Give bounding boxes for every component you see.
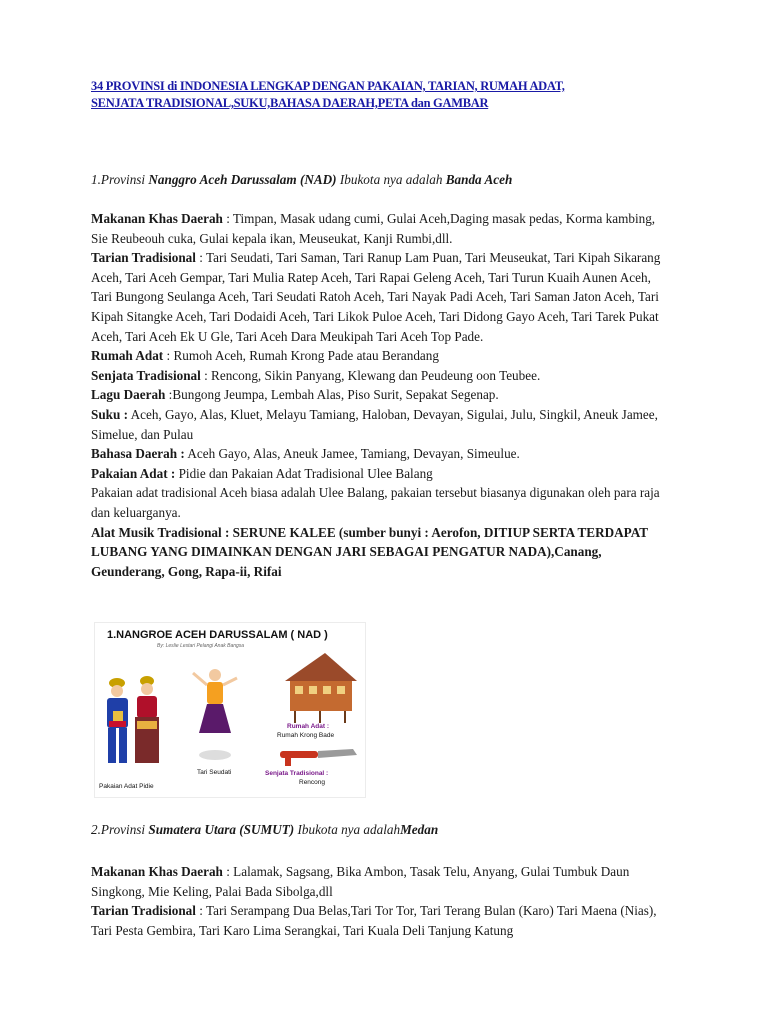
suku-paragraph (91, 405, 661, 444)
makanan-label: Makanan Khas Daerah (91, 211, 223, 226)
makanan-paragraph (91, 862, 661, 901)
lagu-paragraph (91, 385, 661, 405)
man-figure-icon (107, 678, 128, 763)
house-icon (285, 653, 357, 723)
province-name: Nanggro Aceh Darussalam (NAD) (148, 172, 337, 187)
document-title-link[interactable] (91, 78, 651, 112)
senjata-label: Senjata Tradisional (91, 367, 201, 383)
caption-senjata: Rencong (299, 779, 326, 786)
pakaian-paragraph (91, 464, 661, 484)
rumah-text: : Rumoh Aceh, Rumah Krong Pade atau Berandang (163, 348, 439, 364)
pakaian-text: Pidie dan Pakaian Adat Tradisional Ulee Balang (175, 465, 433, 481)
lagu-label: Lagu Daerah (91, 387, 166, 403)
nad-illustration (94, 622, 366, 798)
caption-rumah-label: Rumah Adat : (287, 723, 330, 730)
tarian-label: Tarian Tradisional (91, 903, 196, 919)
pakaian-label: Pakaian Adat : (91, 465, 176, 481)
rencong-icon (280, 749, 357, 766)
senjata-paragraph (91, 366, 661, 386)
province-1-heading (91, 170, 661, 190)
bahasa-label: Bahasa Daerah : (91, 446, 185, 462)
makanan-text: : Lalamak, Sagsang, Bika Ambon, Tasak Telu, Anyang, Gulai Tumbuk Daun Singkong, Mie Keling, Palai Bada Sibolga,dll (91, 864, 630, 899)
heading-prefix: 1.Provinsi (91, 172, 149, 187)
title-line-1: 34 PROVINSI di INDONESIA LENGKAP DENGAN PAKAIAN, TARIAN, RUMAH ADAT, (91, 79, 565, 93)
alat-musik-paragraph: Alat Musik Tradisional : SERUNE KALEE (sumber bunyi : Aerofon, DITIUP SERTA TERDAPAT LUBANG YANG DIMAINKAN DENGAN JARI SEBAGAI PENGATUR NADA),Canang, Geunderang, Gong, Rapa-ii, Rifai (91, 524, 648, 579)
capital-name: Banda Aceh (445, 172, 513, 187)
province-2-body (91, 862, 661, 940)
caption-rumah: Rumah Krong Bade (277, 732, 335, 739)
figure-subtitle: By: Leslie Lestari Pelangi Anak Bangsa (157, 643, 245, 649)
caption-pakaian: Pakaian Adat Pidie (99, 783, 154, 790)
heading-mid: Ibukota nya adalah (336, 172, 446, 187)
tarian-paragraph (91, 248, 661, 346)
bahasa-paragraph (91, 444, 661, 464)
heading-mid: Ibukota nya adalah (294, 822, 401, 837)
rumah-label: Rumah Adat (91, 348, 164, 364)
rumah-paragraph (91, 346, 661, 366)
bahasa-text: Aceh Gayo, Alas, Aneuk Jamee, Tamiang, Devayan, Simeulue. (184, 446, 520, 462)
heading-prefix: 2.Provinsi (91, 822, 149, 837)
province-1-body (91, 209, 661, 581)
suku-text: Aceh, Gayo, Alas, Kluet, Melayu Tamiang, Haloban, Devayan, Sigulai, Julu, Singkil, Aneuk Jamee, Simelue, dan Pulau (91, 406, 658, 442)
figure-title: 1.NANGROE ACEH DARUSSALAM ( NAD ) (107, 629, 328, 641)
province-name: Sumatera Utara (SUMUT) (148, 822, 295, 837)
title-line-2: SENJATA TRADISIONAL,SUKU,BAHASA DAERAH,PETA dan GAMBAR (91, 96, 489, 110)
makanan-label: Makanan Khas Daerah (91, 864, 223, 879)
tarian-text: : Tari Serampang Dua Belas,Tari Tor Tor, Tari Terang Bulan (Karo) Tari Maena (Nias), Tari Pesta Gembira, Tari Karo Lima Serangkai, Tari Kuala Deli Tanjung Katung (91, 903, 657, 938)
lagu-text: :Bungong Jeumpa, Lembah Alas, Piso Surit, Sepakat Segenap. (165, 387, 499, 403)
province-2-heading (91, 820, 661, 840)
dancer-figure-icon (193, 669, 237, 760)
makanan-paragraph (91, 209, 661, 248)
senjata-text: : Rencong, Sikin Panyang, Klewang dan Peudeung oon Teubee. (200, 367, 541, 383)
suku-label: Suku : (91, 406, 129, 422)
pakaian-description: Pakaian adat tradisional Aceh biasa adalah Ulee Balang, pakaian tersebut biasanya digunakan oleh para raja dan keluarganya. (91, 485, 660, 520)
caption-senjata-label: Senjata Tradisional : (265, 770, 329, 777)
tarian-label: Tarian Tradisional (91, 250, 196, 266)
tarian-text: : Tari Seudati, Tari Saman, Tari Ranup Lam Puan, Tari Meuseukat, Tari Kipah Sikarang Aceh, Tari Aceh Gempar, Tari Mulia Ratep Aceh, Tari Rapai Geleng Aceh, Tari Turun Kuaih Aunen Aceh, Tari Bungong Seulanga Aceh, Tari Seudati Ratoh Aceh, Tari Nayak Padi Aceh, Tari Saman Jaton Aceh, Tari Kipah Sitangke Aceh, Tari Dodaidi Aceh, Tari Likok Puloe Aceh, Tari Didong Gayo Aceh, Tari Tarek Pukat Aceh, Tari Aceh Ek U Gle, Tari Aceh Dara Meukipah Tari Aceh Top Pade. (91, 250, 661, 344)
makanan-text: : Timpan, Masak udang cumi, Gulai Aceh,Daging masak pedas, Korma kambing, Sie Reubeouh cuka, Gulai kepala ikan, Meuseukat, Kanji Rumbi,dll. (91, 211, 656, 246)
tarian-paragraph (91, 901, 661, 940)
capital-name: Medan (400, 822, 439, 837)
woman-figure-icon (135, 676, 159, 763)
caption-tari: Tari Seudati (197, 769, 232, 776)
